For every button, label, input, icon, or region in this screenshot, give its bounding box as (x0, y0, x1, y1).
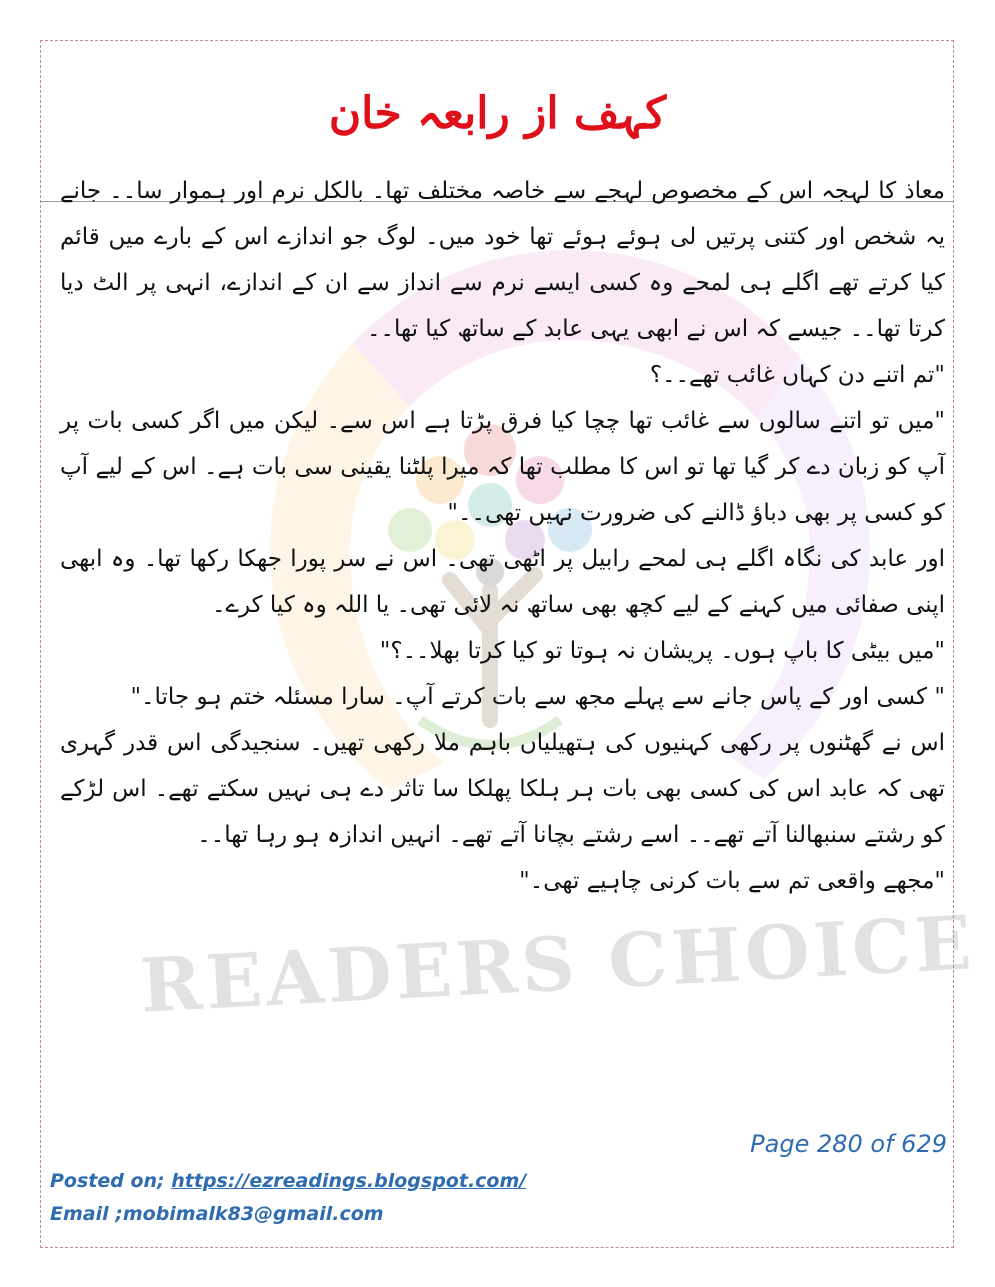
document-title: کہف از رابعہ خان (328, 88, 667, 139)
posted-on-label: Posted on; (50, 1170, 172, 1192)
paragraph: اس نے گھٹنوں پر رکھی کہنیوں کی ہتھیلیاں باہم ملا رکھی تھیں۔ سنجیدگی اس قدر گہری تھی کہ عابد اس کی کسی بھی بات ہر ہلکا پھلکا سا تاثر دے ہی نہیں سکتے تھے۔ اس لڑکے کو رشتے سنبھالنا آتے تھے۔۔ اسے رشتے بچانا آتے تھے۔ انہیں اندازہ ہو رہا تھا۔۔ (60, 730, 945, 848)
paragraph: " کسی اور کے پاس جانے سے پہلے مجھ سے بات کرتے آپ۔ سارا مسئلہ ختم ہو جاتا۔" (130, 684, 945, 710)
paragraph: معاذ کا لہجہ اس کے مخصوص لہجے سے خاصہ مختلف تھا۔ بالکل نرم اور ہموار سا۔۔ جانے یہ شخص اور کتنی پرتیں لی ہوئے ہوئے تھا خود میں۔ لوگ جو اندازے اس کے بارے میں قائم کیا کرتے تھے اگلے ہی لمحے وہ کسی ایسے نرم سے انداز سے ان کے اندازے، انہی پر الٹ دیا کرتا تھا۔۔ جیسے کہ اس نے ابھی یہی عابد کے ساتھ کیا تھا۔۔ (60, 178, 945, 342)
paragraph: اور عابد کی نگاہ اگلے ہی لمحے رابیل پر اٹھی تھی۔ اس نے سر پورا جھکا رکھا تھا۔ وہ ابھی اپنی صفائی میں کہنے کے لیے کچھ بھی ساتھ نہ لائی تھی۔ یا اللہ وہ کیا کرے۔ (60, 546, 945, 618)
email-line: Email ;mobimalk83@gmail.com (50, 1203, 384, 1225)
paragraph: "میں بیٹی کا باپ ہوں۔ پریشان نہ ہوتا تو کیا کرتا بھلا۔۔؟" (379, 638, 945, 664)
paragraph: "مجھے واقعی تم سے بات کرنی چاہیے تھی۔" (519, 868, 945, 894)
document-body (60, 168, 945, 904)
paragraph: "تم اتنے دن کہاں غائب تھے۔۔؟ (649, 362, 945, 388)
blog-link[interactable]: https://ezreadings.blogspot.com/ (171, 1170, 527, 1192)
posted-on-line (50, 1170, 526, 1192)
paragraph: "میں تو اتنے سالوں سے غائب تھا چچا کیا فرق پڑتا ہے اس سے۔ لیکن میں اگر کسی بات پر آپ کو زبان دے کر گیا تھا تو اس کا مطلب تھا کہ میرا پلٹنا یقینی سی بات ہے۔ اس کے لیے آپ کو کسی پر بھی دباؤ ڈالنے کی ضرورت نہیں تھی۔۔" (60, 408, 945, 526)
watermark-text: READERS CHOICE (138, 900, 978, 1030)
page-number: Page 280 of 629 (750, 1130, 947, 1158)
